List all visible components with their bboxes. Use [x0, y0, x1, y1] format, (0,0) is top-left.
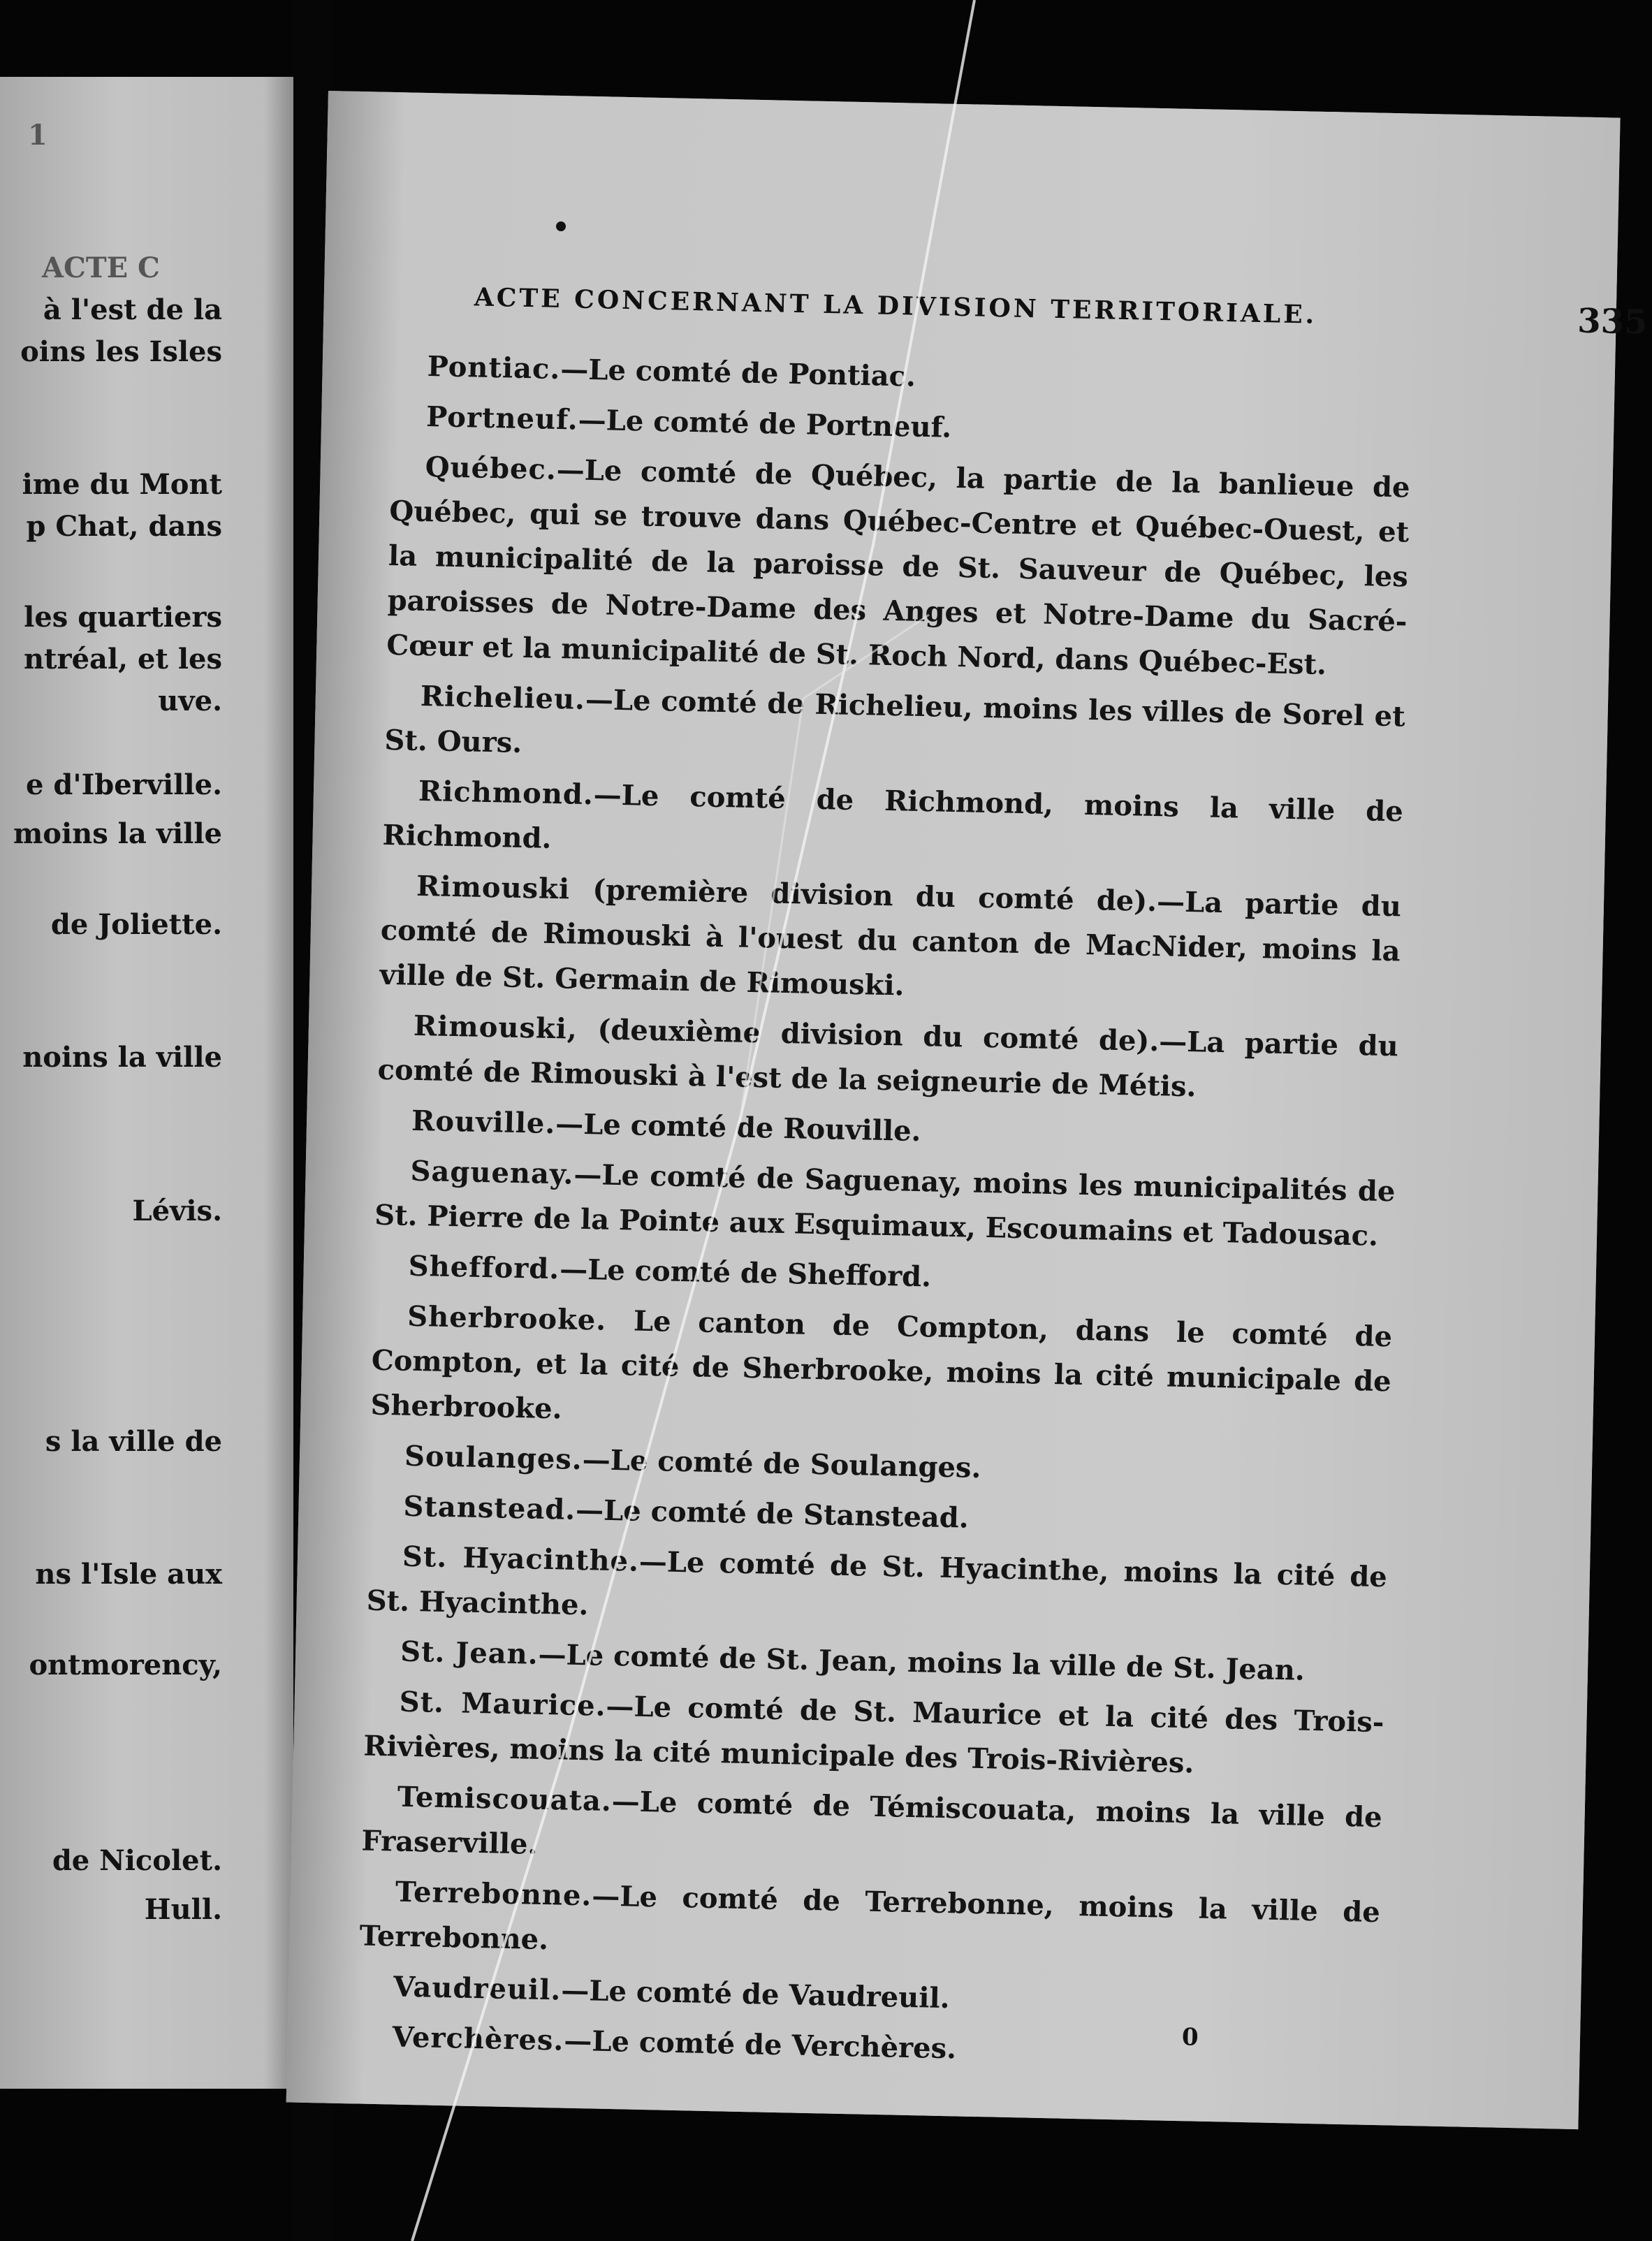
left-page-fragment: Hull.: [144, 1893, 222, 1926]
county-description: (première division du comté de).—La partie du comté de Rimouski à l'ouest du canton de MacNider, moins la ville de St. Germain de Rimouski.: [379, 873, 1402, 1002]
county-name: Soulanges.: [404, 1439, 583, 1477]
left-page-fragment: de Nicolet.: [52, 1844, 222, 1877]
county-entry: [361, 1774, 1382, 1885]
county-name: Terrebonne.: [395, 1875, 592, 1913]
right-page: [286, 91, 1649, 2129]
county-name: St. Jean.: [400, 1635, 539, 1671]
county-description: —Le comté de Soulanges.: [582, 1443, 981, 1484]
county-name: Verchères.: [392, 2020, 564, 2057]
county-description: —Le comté de Témiscouata, moins la ville de Fraserville.: [361, 1785, 1383, 1861]
left-page-fragment: s la ville de: [45, 1425, 222, 1458]
county-description: —Le comté de Verchères.: [563, 2024, 957, 2066]
running-head: [474, 282, 1648, 349]
left-page: [0, 77, 293, 2089]
county-entry: [363, 1679, 1384, 1790]
left-page-fragment: noins la ville: [22, 1041, 222, 1074]
county-entry: [386, 444, 1410, 689]
bullet-mark: [556, 221, 566, 231]
county-entry: [359, 1869, 1380, 1980]
county-description: —Le comté de Rouville.: [555, 1107, 921, 1148]
county-description: Le canton de Compton, dans le comté de Compton, et la cité de Sherbrooke, moins la cité municipale de Sherbrooke.: [370, 1304, 1393, 1426]
county-description: —Le comté de Richmond, moins la ville de Richmond.: [382, 778, 1404, 855]
county-description: —Le comté de Terrebonne, moins la ville de Terrebonne.: [359, 1879, 1381, 1957]
county-entry: [374, 1148, 1396, 1260]
end-mark: 0: [1181, 2023, 1199, 2052]
county-name: Temiscouata.: [397, 1780, 613, 1818]
left-page-fragment: à l'est de la: [43, 293, 222, 326]
entry-list: [357, 344, 1412, 2086]
county-entry: [370, 1294, 1393, 1450]
county-description: —Le comté de Québec, la partie de la banlieue de Québec, qui se trouve dans Québec-Centre et Québec-Ouest, et la municipalité de la paroisse de St. Sauveur de Québec, les paroisses de Notre-Dame des Anges et Notre-Dame du Sacré-Cœur et la municipalité de St. Roch Nord, dans Québec-Est.: [386, 453, 1410, 682]
left-page-fragment: ntréal, et les: [23, 643, 222, 676]
county-entry: [382, 768, 1403, 879]
county-entry: [379, 863, 1402, 1019]
county-description: —Le comté de Pontiac.: [560, 353, 916, 393]
county-name: Stanstead.: [403, 1489, 576, 1526]
page-number: 335: [1577, 301, 1649, 342]
left-page-fragment: ns l'Isle aux: [35, 1558, 222, 1591]
left-page-fragment: ontmorency,: [29, 1649, 222, 1681]
county-name: Portneuf.: [425, 400, 579, 437]
county-description: —Le comté de St. Maurice et la cité des Trois-Rivières, moins la cité municipale des Trois-Rivières.: [363, 1689, 1384, 1780]
left-page-fragment: de Joliette.: [50, 908, 222, 941]
county-entry: [377, 1003, 1398, 1114]
county-name: Pontiac.: [427, 350, 561, 386]
county-name: Québec.: [425, 451, 557, 486]
left-page-fragment: 1: [28, 119, 47, 152]
county-name: Sherbrooke.: [407, 1299, 607, 1337]
county-description: —Le comté de Stanstead.: [575, 1493, 970, 1535]
left-page-fragment: p Chat, dans: [26, 510, 222, 543]
left-page-fragment: ACTE C: [42, 251, 160, 284]
left-page-fragment: e d'Iberville.: [26, 768, 222, 801]
county-description: —Le comté de Vaudreuil.: [560, 1973, 951, 2015]
county-description: —Le comté de St. Jean, moins la ville de St. Jean.: [538, 1637, 1306, 1687]
county-name: Rouville.: [411, 1104, 556, 1141]
county-name: Richmond.: [418, 774, 594, 812]
left-page-fragment: oins les Isles: [20, 335, 222, 368]
county-name: Shefford.: [408, 1249, 560, 1286]
left-page-fragment: uve.: [158, 685, 222, 717]
county-name: Saguenay.: [410, 1154, 574, 1191]
county-description: —Le comté de Richelieu, moins les villes de Sorel et St. Ours.: [384, 682, 1406, 760]
county-name: Rimouski,: [413, 1009, 578, 1046]
left-page-fragment: les quartiers: [24, 601, 222, 634]
county-description: —Le comté de Saguenay, moins les municipalités de St. Pierre de la Pointe aux Esquimaux, Escoumains et Tadousac.: [374, 1158, 1396, 1253]
left-page-fragment: Lévis.: [132, 1195, 222, 1227]
county-name: St. Maurice.: [399, 1685, 607, 1723]
county-description: —Le comté de Shefford.: [559, 1253, 932, 1294]
county-description: (deuxième division du comté de).—La partie du comté de Rimouski à l'est de la seigneurie de Métis.: [377, 1012, 1399, 1104]
county-description: —Le comté de Portneuf.: [578, 403, 952, 444]
county-entry: [384, 673, 1405, 784]
county-name: Rimouski: [416, 869, 571, 906]
left-page-fragment: moins la ville: [13, 817, 222, 850]
county-name: St. Hyacinthe.: [402, 1540, 640, 1578]
county-description: —Le comté de St. Hyacinthe, moins la cité de St. Hyacinthe.: [366, 1545, 1388, 1622]
county-name: Richelieu.: [420, 679, 586, 716]
running-title: ACTE CONCERNANT LA DIVISION TERRITORIALE.: [474, 282, 1317, 330]
county-name: Vaudreuil.: [393, 1970, 562, 2007]
left-page-fragment: ime du Mont: [22, 468, 222, 501]
county-entry: [366, 1534, 1387, 1645]
